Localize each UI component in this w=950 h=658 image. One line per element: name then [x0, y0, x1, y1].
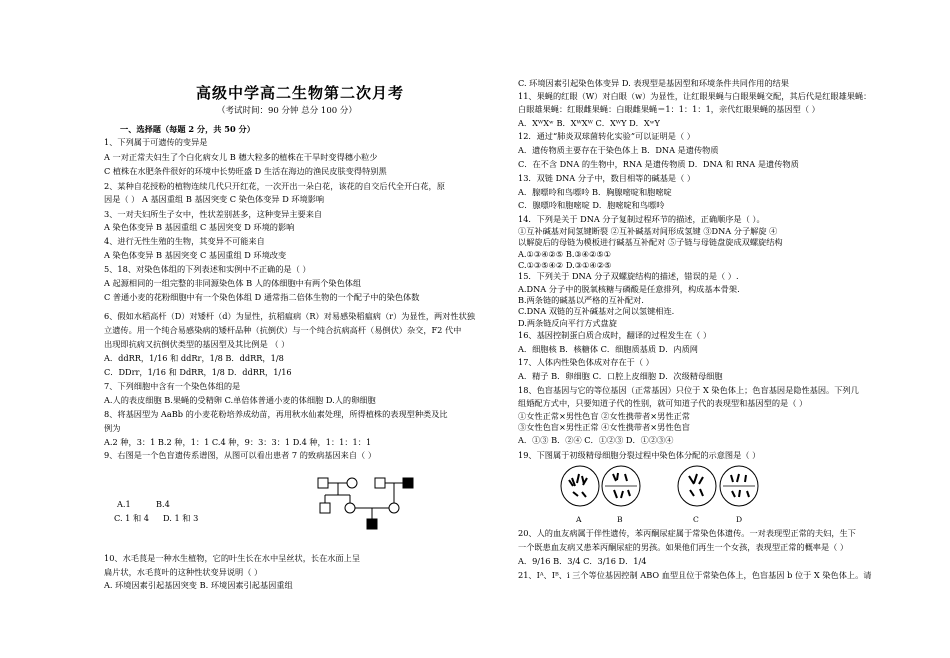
q19-label-d: D — [736, 515, 743, 524]
pedigree-male-affected-4 — [403, 478, 413, 488]
left-lines-line: 立遗传。用一个纯合易感染病的矮杆品种（抗倒伏）与一个纯合抗病高杆（易倒伏）杂交，F2 代中 — [104, 325, 462, 335]
right-lines-line: A.①③④②⑤ B.③④②⑤① — [518, 249, 612, 259]
left-lines-line: 5、18、对染色体组的下列表述和实例中不正确的是（ ） — [104, 264, 311, 274]
left-lines-line: 例为 — [104, 423, 121, 433]
left-lines-line: A 染色体变异 B 基因重组 C 基因突变 D 环境的影响 — [104, 222, 295, 232]
q10-lines-line: 扁片状，水毛茛叶的这种性状变异说明（ ） — [104, 566, 263, 577]
right-lines-line: C. 环境因素引起染色体变异 D. 表现型是基因型和环境条件共同作用的结果 — [518, 78, 789, 88]
cell-a — [561, 466, 599, 506]
pedigree-female-6 — [345, 503, 355, 513]
right-lines-line: 15．下列关于 DNA 分子双螺旋结构的描述，错误的是（ ）. — [518, 271, 739, 281]
pedigree-male-3 — [375, 478, 385, 488]
right-bottom-line: 21、Iᴬ、Iᴮ、i 三个等位基因控制 ABO 血型且位于常染色体上，色盲基因 b 位于 X 染色体上。请 — [518, 570, 872, 580]
left-lines-line: A 染色体变异 B 基因突变 C 基因重组 D 环境改变 — [104, 250, 287, 260]
cell-b — [602, 466, 640, 506]
q9-option-b: B.4 — [156, 499, 170, 509]
right-lines-line: C.DNA 双链的互补碱基对之间以氢键相连. — [518, 306, 675, 316]
q9-option-c: C. 1 和 4 — [114, 513, 149, 523]
q10-lines-line: 10、水毛茛是一种水生植物，它的叶生长在水中呈丝状，长在水面上呈 — [104, 553, 361, 563]
pedigree-chart — [315, 475, 425, 535]
right-bottom-line: A．9/16 B．3/4 C．3/16 D．1/4 — [518, 556, 647, 566]
pedigree-female-7 — [389, 503, 399, 513]
q19-label-a: A — [576, 515, 582, 524]
left-lines-line: 因是（ ） A 基因重组 B 基因突变 C 染色体变异 D 环境影响 — [104, 194, 325, 204]
right-lines-line: A.DNA 分子中的脱氧核糖与磷酸是任意排列，构成基本骨架. — [518, 284, 740, 294]
left-lines-line: 4、进行无性生殖的生物，其变异不可能来自 — [104, 236, 265, 246]
cell-d — [720, 466, 758, 506]
left-lines-line: 6、假如水稻高杆（D）对矮杆（d）为显性，抗稻瘟病（R）对易感染稻瘟病（r）为显性，两对性状独 — [104, 311, 475, 321]
q19-label-b: B — [617, 515, 623, 524]
right-lines-line: 19、下图属于初级精母细胞分裂过程中染色体分配的示意图是（ ） — [518, 450, 761, 460]
right-lines-line: A．细胞核 B．核糖体 C．细胞质基质 D．内质网 — [518, 344, 698, 354]
page-subtitle: （考试时间：90 分钟 总分 100 分） — [217, 106, 357, 116]
left-lines-line: A 起源相同的一组完整的非同源染色体 B 人的体细胞中有两个染色体组 — [104, 278, 362, 288]
left-lines-line: A.人的表皮细胞 B.果蝇的受精卵 C.单倍体普通小麦的体细胞 D.人的卵细胞 — [104, 395, 376, 405]
right-lines-line: 16、基因控制蛋白质合成时，翻译的过程发生在（ ） — [518, 330, 712, 340]
right-lines-line: A．①③ B．②④ C．①②③ D．①②③④ — [518, 435, 674, 445]
right-lines-line: 11、果蝇的红眼（W）对白眼（w）为显性，让红眼果蝇与白眼果蝇交配，其后代是红眼雄果蝇： — [518, 91, 872, 101]
cell-c — [678, 466, 716, 506]
right-lines-line: ①互补碱基对间氢键断裂 ②互补碱基对间形成氢键 ③DNA 分子解旋 ④ — [518, 226, 778, 236]
right-lines-line: A．XᵂXʷ B．XᵂXᵂ C．XᵂY D．XʷY — [518, 118, 660, 128]
right-lines-line: A．腺嘌呤和鸟嘌呤 B．胸腺嘧啶和胞嘧啶 — [518, 187, 672, 197]
left-lines-line: A.2 种，3：1 B.2 种，1：1 C.4 种，9：3：3：1 D.4 种，1：1：1：1 — [104, 437, 372, 447]
left-lines-line: 7、下列细胞中含有一个染色体组的是 — [104, 381, 241, 391]
right-lines-line: 白眼雄果蝇：红眼雌果蝇：白眼雌果蝇＝1：1：1：1，亲代红眼果蝇的基因型（ ） — [518, 104, 820, 114]
right-lines-line: A．遗传物质主要存在于染色体上 B．DNA 是遗传物质 — [518, 145, 719, 155]
right-bottom-line: 20、人的血友病属于伴性遗传，苯丙酮尿症属于常染色体遗传。一对表现型正常的夫妇，生下 — [518, 528, 856, 538]
right-lines-line: 12．通过“肺炎双球菌转化实验”可以证明是（ ） — [518, 131, 695, 141]
q19-cell-diagrams — [557, 462, 782, 522]
right-lines-line: 组婚配方式中，只要知道子代的性别，就可知道子代的表现型和基因型的是（ ） — [518, 398, 808, 408]
left-lines-line: 9、右图是一个色盲遗传系谱图，从图可以看出患者 7 的致病基因来自（ ） — [104, 450, 377, 460]
q10-lines-line: A. 环境因素引起基因突变 B. 环境因素引起基因重组 — [104, 580, 293, 590]
right-lines-line: A．精子 B．卵细胞 C．口腔上皮细胞 D．次级精母细胞 — [518, 371, 723, 381]
right-lines-line: 以解旋后的母链为模板进行碱基互补配对 ⑤子链与母链盘旋成双螺旋结构 — [518, 237, 783, 247]
page-title: 高级中学高二生物第二次月考 — [196, 84, 405, 102]
q9-option-a: A.1 — [117, 499, 131, 509]
right-lines-line: 17、人体内性染色体成对存在于（ ） — [518, 357, 654, 367]
left-lines-line: A 一对正常夫妇生了个白化病女儿 B 穗大粒多的植株在干旱时变得穗小粒少 — [104, 152, 378, 162]
left-lines-line: 2、某种自花授粉的植物连续几代只开红花，一次开出一朵白花，该花的自交后代全开白花，原 — [104, 181, 445, 191]
left-lines-line: C．DDrr，1/16 和 DdRR，1/8 D．ddRR，1/16 — [104, 367, 292, 377]
pedigree-male-5 — [320, 503, 330, 513]
right-lines-line: C.①③⑤④② D.③①④②⑤ — [518, 260, 612, 270]
right-lines-line: B.两条链的碱基以严格的互补配对. — [518, 295, 644, 305]
right-lines-line: C．在不含 DNA 的生物中，RNA 是遗传物质 D．DNA 和 RNA 是遗传物质 — [518, 159, 799, 169]
right-lines-line: ①女性正常×男性色盲 ②女性携带者×男性正常 — [518, 411, 690, 421]
right-lines-line: D.两条链反向平行方式盘旋 — [518, 318, 617, 328]
left-lines-line: 8、将基因型为 AaBb 的小麦花粉培养成幼苗，再用秋水仙素处理，所得植株的表现型种类及比 — [104, 409, 448, 419]
q19-label-c: C — [693, 515, 699, 524]
right-lines-line: 18、色盲基因与它的等位基因（正常基因）只位于 X 染色体上；色盲基因是隐性基因。下列几 — [518, 385, 859, 395]
right-lines-line: C．腺嘌呤和胞嘧啶 D．胞嘧啶和鸟嘌呤 — [518, 200, 665, 210]
left-lines-line: 出现即抗病又抗倒伏类型的基因型及其比例是 （ ） — [104, 339, 290, 349]
right-bottom-line: 一个既患血友病又患苯丙酮尿症的男孩。如果他们再生一个女孩，表现型正常的概率是（ ） — [518, 542, 849, 552]
left-lines-line: C 普通小麦的花粉细胞中有一个染色体组 D 通常指二倍体生物的一个配子中的染色体数 — [104, 292, 420, 302]
q9-option-d: D. 1 和 3 — [163, 513, 199, 523]
left-lines-line: 3、一对夫妇所生子女中，性状差别甚多，这种变异主要来自 — [104, 209, 323, 219]
left-lines-line: A．ddRR，1/16 和 ddRr，1/8 B．ddRR，1/8 — [104, 353, 284, 363]
left-lines-line: C 植株在水肥条件很好的环境中长势旺盛 D 生活在海边的渔民皮肤变得特别黑 — [104, 166, 387, 176]
pedigree-male-1 — [318, 478, 328, 488]
right-lines-line: 13．双链 DNA 分子中，数目相等的碱基是（ ） — [518, 173, 696, 183]
right-lines-line: ③女性色盲×男性正常 ④女性携带者×男性色盲 — [518, 422, 690, 432]
pedigree-female-2 — [347, 478, 357, 488]
pedigree-male-affected-8 — [367, 519, 377, 529]
right-lines-line: 14．下列是关于 DNA 分子复制过程环节的描述，正确顺序是（ ）。 — [518, 214, 765, 224]
section-heading: 一、选择题（每题 2 分，共 50 分） — [120, 124, 255, 134]
left-lines-line: 1、下列属于可遗传的变异是 — [104, 137, 208, 147]
